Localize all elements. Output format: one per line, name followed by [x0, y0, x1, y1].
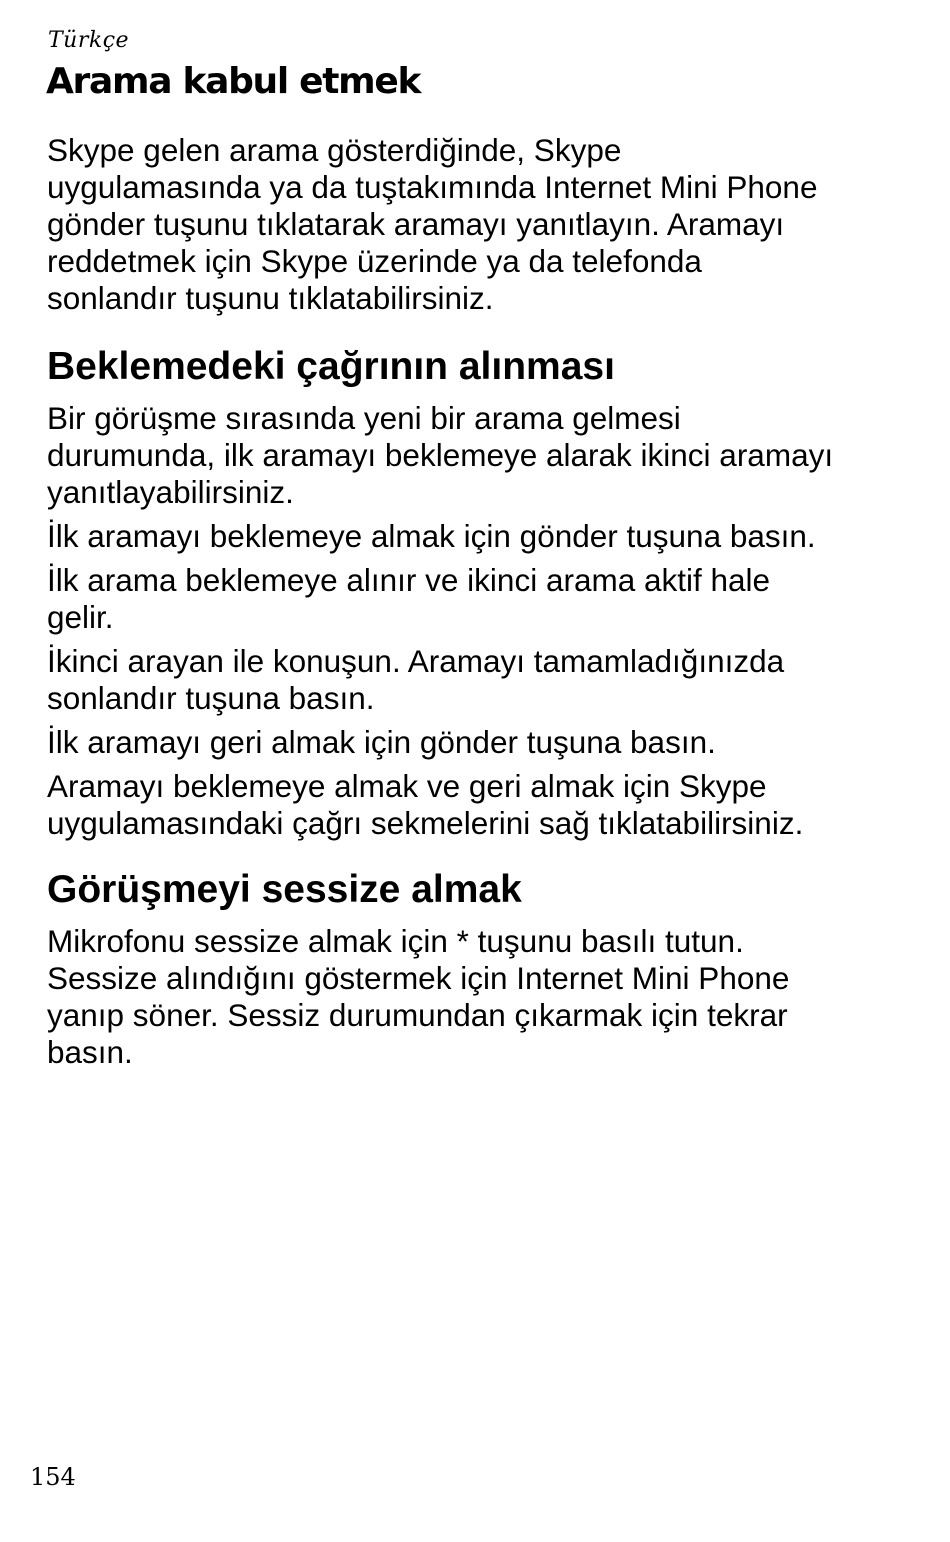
paragraph-call-waiting-intro: Bir görüşme sırasında yeni bir arama gelmesi durumunda, ilk aramayı beklemeye alarak ikinci aramayı yanıtlayabilirsiniz.: [47, 400, 834, 510]
heading-accept-call: Arama kabul etmek: [46, 61, 421, 102]
paragraph-call-waiting-step-5: Aramayı beklemeye almak ve geri almak için Skype uygulamasındaki çağrı sekmelerini sağ tıklatabilirsiniz.: [47, 768, 804, 841]
heading-mute-call: Görüşmeyi sessize almak: [47, 868, 522, 911]
page-number: 154: [30, 1463, 76, 1491]
paragraph-call-waiting-step-2: İlk arama beklemeye alınır ve ikinci arama aktif hale gelir.: [47, 562, 771, 635]
paragraph-call-waiting-step-3: İkinci arayan ile konuşun. Aramayı tamamladığınızda sonlandır tuşuna basın.: [47, 643, 785, 716]
paragraph-call-waiting-step-4: İlk aramayı geri almak için gönder tuşuna basın.: [47, 724, 716, 760]
heading-call-waiting: Beklemedeki çağrının alınması: [47, 345, 615, 388]
page-content: [47, 132, 907, 1071]
language-label: Türkçe: [48, 28, 130, 53]
paragraph-accept-call: Skype gelen arama gösterdiğinde, Skype uygulamasında ya da tuştakımında Internet Mini Phone gönder tuşunu tıklatarak aramayı yanıtlayın. Aramayı reddetmek için Skype üzerinde ya da telefonda sonlandır tuşunu tıklatabilirsiniz.: [47, 132, 818, 316]
paragraph-mute-call: Mikrofonu sessize almak için * tuşunu basılı tutun. Sessize alındığını göstermek için Internet Mini Phone yanıp söner. Sessiz durumundan çıkarmak için tekrar basın.: [47, 923, 790, 1070]
paragraph-call-waiting-step-1: İlk aramayı beklemeye almak için gönder tuşuna basın.: [47, 518, 816, 554]
